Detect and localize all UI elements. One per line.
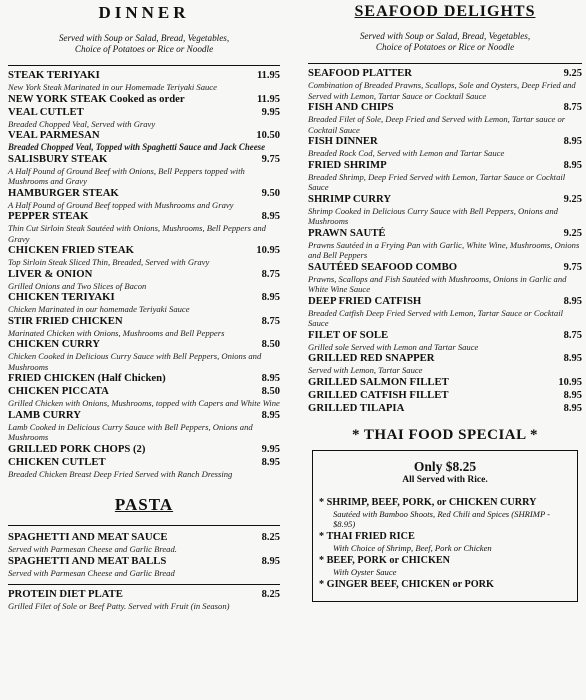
menu-item-row <box>308 101 582 114</box>
menu-item-price: 9.25 <box>563 227 582 239</box>
pasta-list <box>8 525 280 578</box>
menu-item-name: DEEP FRIED CATFISH <box>308 294 422 307</box>
menu-item-row <box>308 329 582 342</box>
seafood-column <box>308 0 582 602</box>
menu-item-price: 8.95 <box>563 136 582 147</box>
thai-item <box>319 531 571 553</box>
menu-item-price: 8.75 <box>261 268 280 280</box>
dinner-heading: DINNER <box>98 3 190 22</box>
menu-item-price: 8.95 <box>563 389 582 401</box>
menu-item-row <box>8 93 280 106</box>
menu-item-name: GRILLED TILAPIA <box>308 401 405 414</box>
menu-item-price: 11.95 <box>256 70 280 81</box>
menu-item <box>8 588 280 612</box>
menu-item <box>8 531 280 555</box>
menu-item <box>8 129 280 153</box>
menu-item-description: Grilled Filet of Sole or Beef Patty. Served with Fruit (in Season) <box>8 601 230 611</box>
menu-item-price: 8.25 <box>261 589 280 600</box>
menu-item-row <box>8 531 280 544</box>
menu-item-name: FISH AND CHIPS <box>308 101 394 113</box>
menu-item-price: 8.25 <box>261 532 280 543</box>
menu-item-row <box>8 456 280 469</box>
menu-item <box>308 329 582 353</box>
menu-item-name: CHICKEN TERIYAKI <box>8 291 115 303</box>
menu-item-price: 8.75 <box>563 329 582 341</box>
menu-item-description: Combination of Breaded Prawns, Scallops, Sole and Oysters, Deep Fried and Served with Lemon, Tartar Sauce or Cocktail Sauce <box>308 80 576 101</box>
menu-item-name: PRAWN SAUTÉ <box>308 226 386 239</box>
menu-item-name: HAMBURGER STEAK <box>8 186 119 199</box>
menu-item-name: VEAL PARMESAN <box>8 129 100 141</box>
menu-item-description: Top Sirloin Steak Sliced Thin, Breaded, Served with Gravy <box>8 257 210 267</box>
menu-item-description: Prawns Sautéed in a Frying Pan with Garlic, White Wine, Mushrooms, Onions and Bell Peppers <box>308 239 580 260</box>
menu-item-description: Breaded Chicken Breast Deep Fried Served with Ranch Dressing <box>8 468 233 479</box>
menu-item-name: FISH DINNER <box>308 135 378 147</box>
menu-item-name: SAUTÉED SEAFOOD COMBO <box>308 260 458 273</box>
menu-item-row <box>8 372 280 385</box>
menu-item <box>8 268 280 292</box>
menu-item-description: Served with Parmesan Cheese and Garlic Bread. <box>8 544 177 554</box>
menu-item-row <box>8 409 280 422</box>
thai-item-name: * GINGER BEEF, CHICKEN or PORK <box>319 578 494 590</box>
menu-item-row <box>308 227 582 240</box>
menu-item <box>8 409 280 443</box>
menu-item-row <box>308 352 582 365</box>
thai-item <box>319 579 571 591</box>
menu-item-description: Breaded Chopped Veal, Topped with Spaghetti Sauce and Jack Cheese <box>8 142 266 152</box>
menu-item-name: LAMB CURRY <box>8 408 81 421</box>
menu-item-price: 9.50 <box>261 187 280 199</box>
divider <box>8 584 280 585</box>
menu-item <box>308 159 582 193</box>
menu-item <box>8 555 280 579</box>
thai-item <box>319 497 571 529</box>
thai-item-name: * BEEF, PORK or CHICKEN <box>319 554 451 566</box>
menu-item-price: 8.95 <box>261 456 280 468</box>
menu-item-description: Breaded Filet of Sole, Deep Fried and Served with Lemon, Tartar sauce or Cocktail Sauce <box>308 114 566 135</box>
menu-item-price: 8.95 <box>261 211 280 222</box>
thai-price: Only $8.25 <box>413 458 477 474</box>
thai-item-description: With Choice of Shrimp, Beef, Pork or Chicken <box>333 542 492 553</box>
menu-item <box>308 376 582 389</box>
menu-item <box>8 315 280 339</box>
menu-item-row <box>308 67 582 80</box>
menu-item-price: 8.95 <box>261 555 280 567</box>
menu-item-price: 8.95 <box>261 409 280 421</box>
menu-item-row <box>8 69 280 82</box>
menu-item <box>8 153 280 187</box>
menu-item-name: FRIED SHRIMP <box>308 158 387 171</box>
menu-item-price: 11.95 <box>256 93 280 105</box>
menu-item-row <box>308 135 582 148</box>
menu-item-name: CHICKEN PICCATA <box>8 385 109 397</box>
menu-item-row <box>8 315 280 328</box>
dinner-intro: Served with Soup or Salad, Bread, Vegetables, Choice of Potatoes or Rice or Noodle <box>58 33 230 54</box>
menu-item-row <box>8 588 280 601</box>
thai-item <box>319 555 571 577</box>
menu-item <box>308 295 582 329</box>
menu-item-price: 8.75 <box>261 315 280 327</box>
menu-item-row <box>8 268 280 281</box>
menu-item <box>8 338 280 372</box>
menu-item-name: SHRIMP CURRY <box>308 192 392 205</box>
seafood-heading: SEAFOOD DELIGHTS <box>354 3 536 20</box>
menu-item-row <box>8 244 280 257</box>
menu-item <box>308 261 582 295</box>
menu-item-description: Grilled Onions and Two Slices of Bacon <box>8 280 147 291</box>
menu-item-name: SALISBURY STEAK <box>8 152 108 165</box>
menu-item-description: Grilled Chicken with Onions, Mushrooms, topped with Capers and White Wine <box>8 398 280 408</box>
menu-item-description: Thin Cut Sirloin Steak Sautéed with Onions, Mushrooms, Bell Peppers and Gravy <box>8 223 266 244</box>
menu-item <box>8 106 280 130</box>
menu-item-name: SPAGHETTI AND MEAT BALLS <box>8 554 167 567</box>
menu-item-row <box>308 159 582 172</box>
menu-item-description: Shrimp Cooked in Delicious Curry Sauce with Bell Peppers, Onions and Mushrooms <box>308 205 558 226</box>
seafood-list <box>308 63 582 415</box>
thai-item-name: * SHRIMP, BEEF, PORK, or CHICKEN CURRY <box>319 496 537 508</box>
menu-item-price: 10.95 <box>558 376 582 388</box>
menu-item-name: GRILLED RED SNAPPER <box>308 352 435 364</box>
menu-item-row <box>308 376 582 389</box>
menu-item-name: FRIED CHICKEN (Half Chicken) <box>8 372 166 384</box>
menu-item-name: CHICKEN CUTLET <box>8 455 106 468</box>
menu-item-price: 10.50 <box>256 130 280 141</box>
menu-item-description: Lamb Cooked in Delicious Curry Sauce with Bell Peppers, Onions and Mushrooms <box>8 421 253 442</box>
menu-item-name: STEAK TERIYAKI <box>8 69 100 81</box>
menu-item <box>8 443 280 456</box>
menu-item-description: New York Steak Marinated in our Homemade Teriyaki Sauce <box>8 82 217 92</box>
dinner-column <box>8 0 280 612</box>
pasta-heading: PASTA <box>114 495 174 514</box>
menu-item-price: 8.75 <box>563 102 582 113</box>
menu-item <box>8 372 280 385</box>
menu-item-name: VEAL CUTLET <box>8 105 84 118</box>
menu-item-name: GRILLED CATFISH FILLET <box>308 388 449 401</box>
menu-item-row <box>8 443 280 456</box>
menu-item <box>8 291 280 315</box>
menu-item <box>8 210 280 244</box>
thai-special-box <box>312 450 578 602</box>
menu-item-name: FILET OF SOLE <box>308 328 389 341</box>
menu-item <box>308 352 582 376</box>
menu-item-price: 8.95 <box>563 159 582 171</box>
menu-item-description: Marinated Chicken with Onions, Mushrooms and Bell Peppers <box>8 327 225 338</box>
menu-item-name: GRILLED SALMON FILLET <box>308 375 449 388</box>
thai-item-description: With Oyster Sauce <box>333 566 397 577</box>
menu-item-name: NEW YORK STEAK Cooked as order <box>8 92 185 105</box>
menu-item-row <box>8 385 280 398</box>
menu-item-row <box>8 338 280 351</box>
menu-item-description: Breaded Shrimp, Deep Fried Served with Lemon, Tartar Sauce or Cocktail Sauce <box>308 171 566 192</box>
menu-item-description: Breaded Rock Cod, Served with Lemon and Tartar Sauce <box>308 148 505 158</box>
seafood-intro: Served with Soup or Salad, Bread, Vegetables, Choice of Potatoes or Rice or Noodle <box>359 31 531 52</box>
menu-item-price: 8.50 <box>261 386 280 397</box>
thai-item-name: * THAI FRIED RICE <box>319 530 415 542</box>
menu-item <box>308 101 582 135</box>
menu-item-price: 9.25 <box>563 68 582 79</box>
menu-item-row <box>8 291 280 304</box>
menu-item-description: Prawns, Scallops and Fish Sautéed with Mushrooms, Onions in Garlic and White Wine Sauce <box>308 273 567 294</box>
menu-item-price: 9.95 <box>261 443 280 455</box>
menu-item-name: LIVER & ONION <box>8 267 93 280</box>
menu-item-row <box>8 129 280 142</box>
menu-item-name: PROTEIN DIET PLATE <box>8 588 123 600</box>
menu-item-name: CHICKEN CURRY <box>8 338 100 350</box>
dinner-list <box>8 65 280 479</box>
menu-item-description: Breaded Chopped Veal, Served with Gravy <box>8 118 156 129</box>
menu-item <box>8 93 280 106</box>
menu-item-name: STIR FRIED CHICKEN <box>8 314 123 327</box>
menu-item-row <box>308 389 582 402</box>
menu-item-price: 9.75 <box>563 261 582 273</box>
menu-item <box>8 385 280 409</box>
menu-item-description: Chicken Cooked in Delicious Curry Sauce with Bell Peppers, Onions and Mushrooms <box>8 351 262 372</box>
menu-item-name: PEPPER STEAK <box>8 210 89 222</box>
menu-item-row <box>308 261 582 274</box>
menu-item <box>308 67 582 101</box>
menu-item-description: Grilled sole Served with Lemon and Tartar Sauce <box>308 341 479 352</box>
menu-item-description: Chicken Marinated in our homemade Teriyaki Sauce <box>8 304 190 314</box>
thai-subtitle: All Served with Rice. <box>402 474 488 485</box>
pasta-extra <box>8 588 280 612</box>
menu-item-description: A Half Pound of Ground Beef with Onions, Bell Peppers topped with Mushrooms and Gravy <box>8 165 245 186</box>
menu-item <box>308 193 582 227</box>
menu-item-row <box>8 555 280 568</box>
menu-item <box>308 227 582 261</box>
menu-item-row <box>8 153 280 166</box>
menu-item-name: CHICKEN FRIED STEAK <box>8 244 134 256</box>
menu-item-price: 9.95 <box>261 106 280 118</box>
menu-item-row <box>8 187 280 200</box>
menu-item <box>8 244 280 268</box>
menu-item-description: Breaded Catfish Deep Fried Served with Lemon, Tartar Sauce or Cocktail Sauce <box>308 307 564 328</box>
menu-item-price: 8.95 <box>563 295 582 307</box>
menu-item-row <box>308 402 582 415</box>
menu-item-description: Served with Lemon, Tartar Sauce <box>308 365 423 375</box>
menu-item-row <box>308 193 582 206</box>
menu-item <box>308 402 582 415</box>
menu-item-price: 9.25 <box>563 193 582 205</box>
menu-item-name: SPAGHETTI AND MEAT SAUCE <box>8 531 168 543</box>
thai-list <box>319 497 571 591</box>
thai-heading: * THAI FOOD SPECIAL * <box>351 426 539 443</box>
menu-item-description: Served with Parmesan Cheese and Garlic Bread <box>8 567 175 578</box>
menu-item-row <box>8 106 280 119</box>
thai-item-description: Sautéed with Bamboo Shoots, Red Chili and Spices (SHRIMP - $8.95) <box>333 508 551 529</box>
menu-item-price: 10.95 <box>256 245 280 256</box>
menu-item-name: SEAFOOD PLATTER <box>308 67 413 79</box>
menu-item-price: 8.95 <box>563 402 582 414</box>
menu-item-row <box>308 295 582 308</box>
menu-item <box>8 456 280 480</box>
menu-item <box>8 69 280 93</box>
menu-item <box>8 187 280 211</box>
menu-item <box>308 135 582 159</box>
menu-item-name: GRILLED PORK CHOPS (2) <box>8 442 146 455</box>
menu-item-price: 9.75 <box>261 153 280 165</box>
menu-item <box>308 389 582 402</box>
menu-item-price: 8.95 <box>563 353 582 364</box>
menu-item-price: 8.95 <box>261 373 280 384</box>
menu-item-price: 8.95 <box>261 292 280 303</box>
menu-item-description: A Half Pound of Ground Beef topped with Mushrooms and Gravy <box>8 199 234 210</box>
menu-item-price: 8.50 <box>261 339 280 350</box>
menu-item-row <box>8 210 280 223</box>
